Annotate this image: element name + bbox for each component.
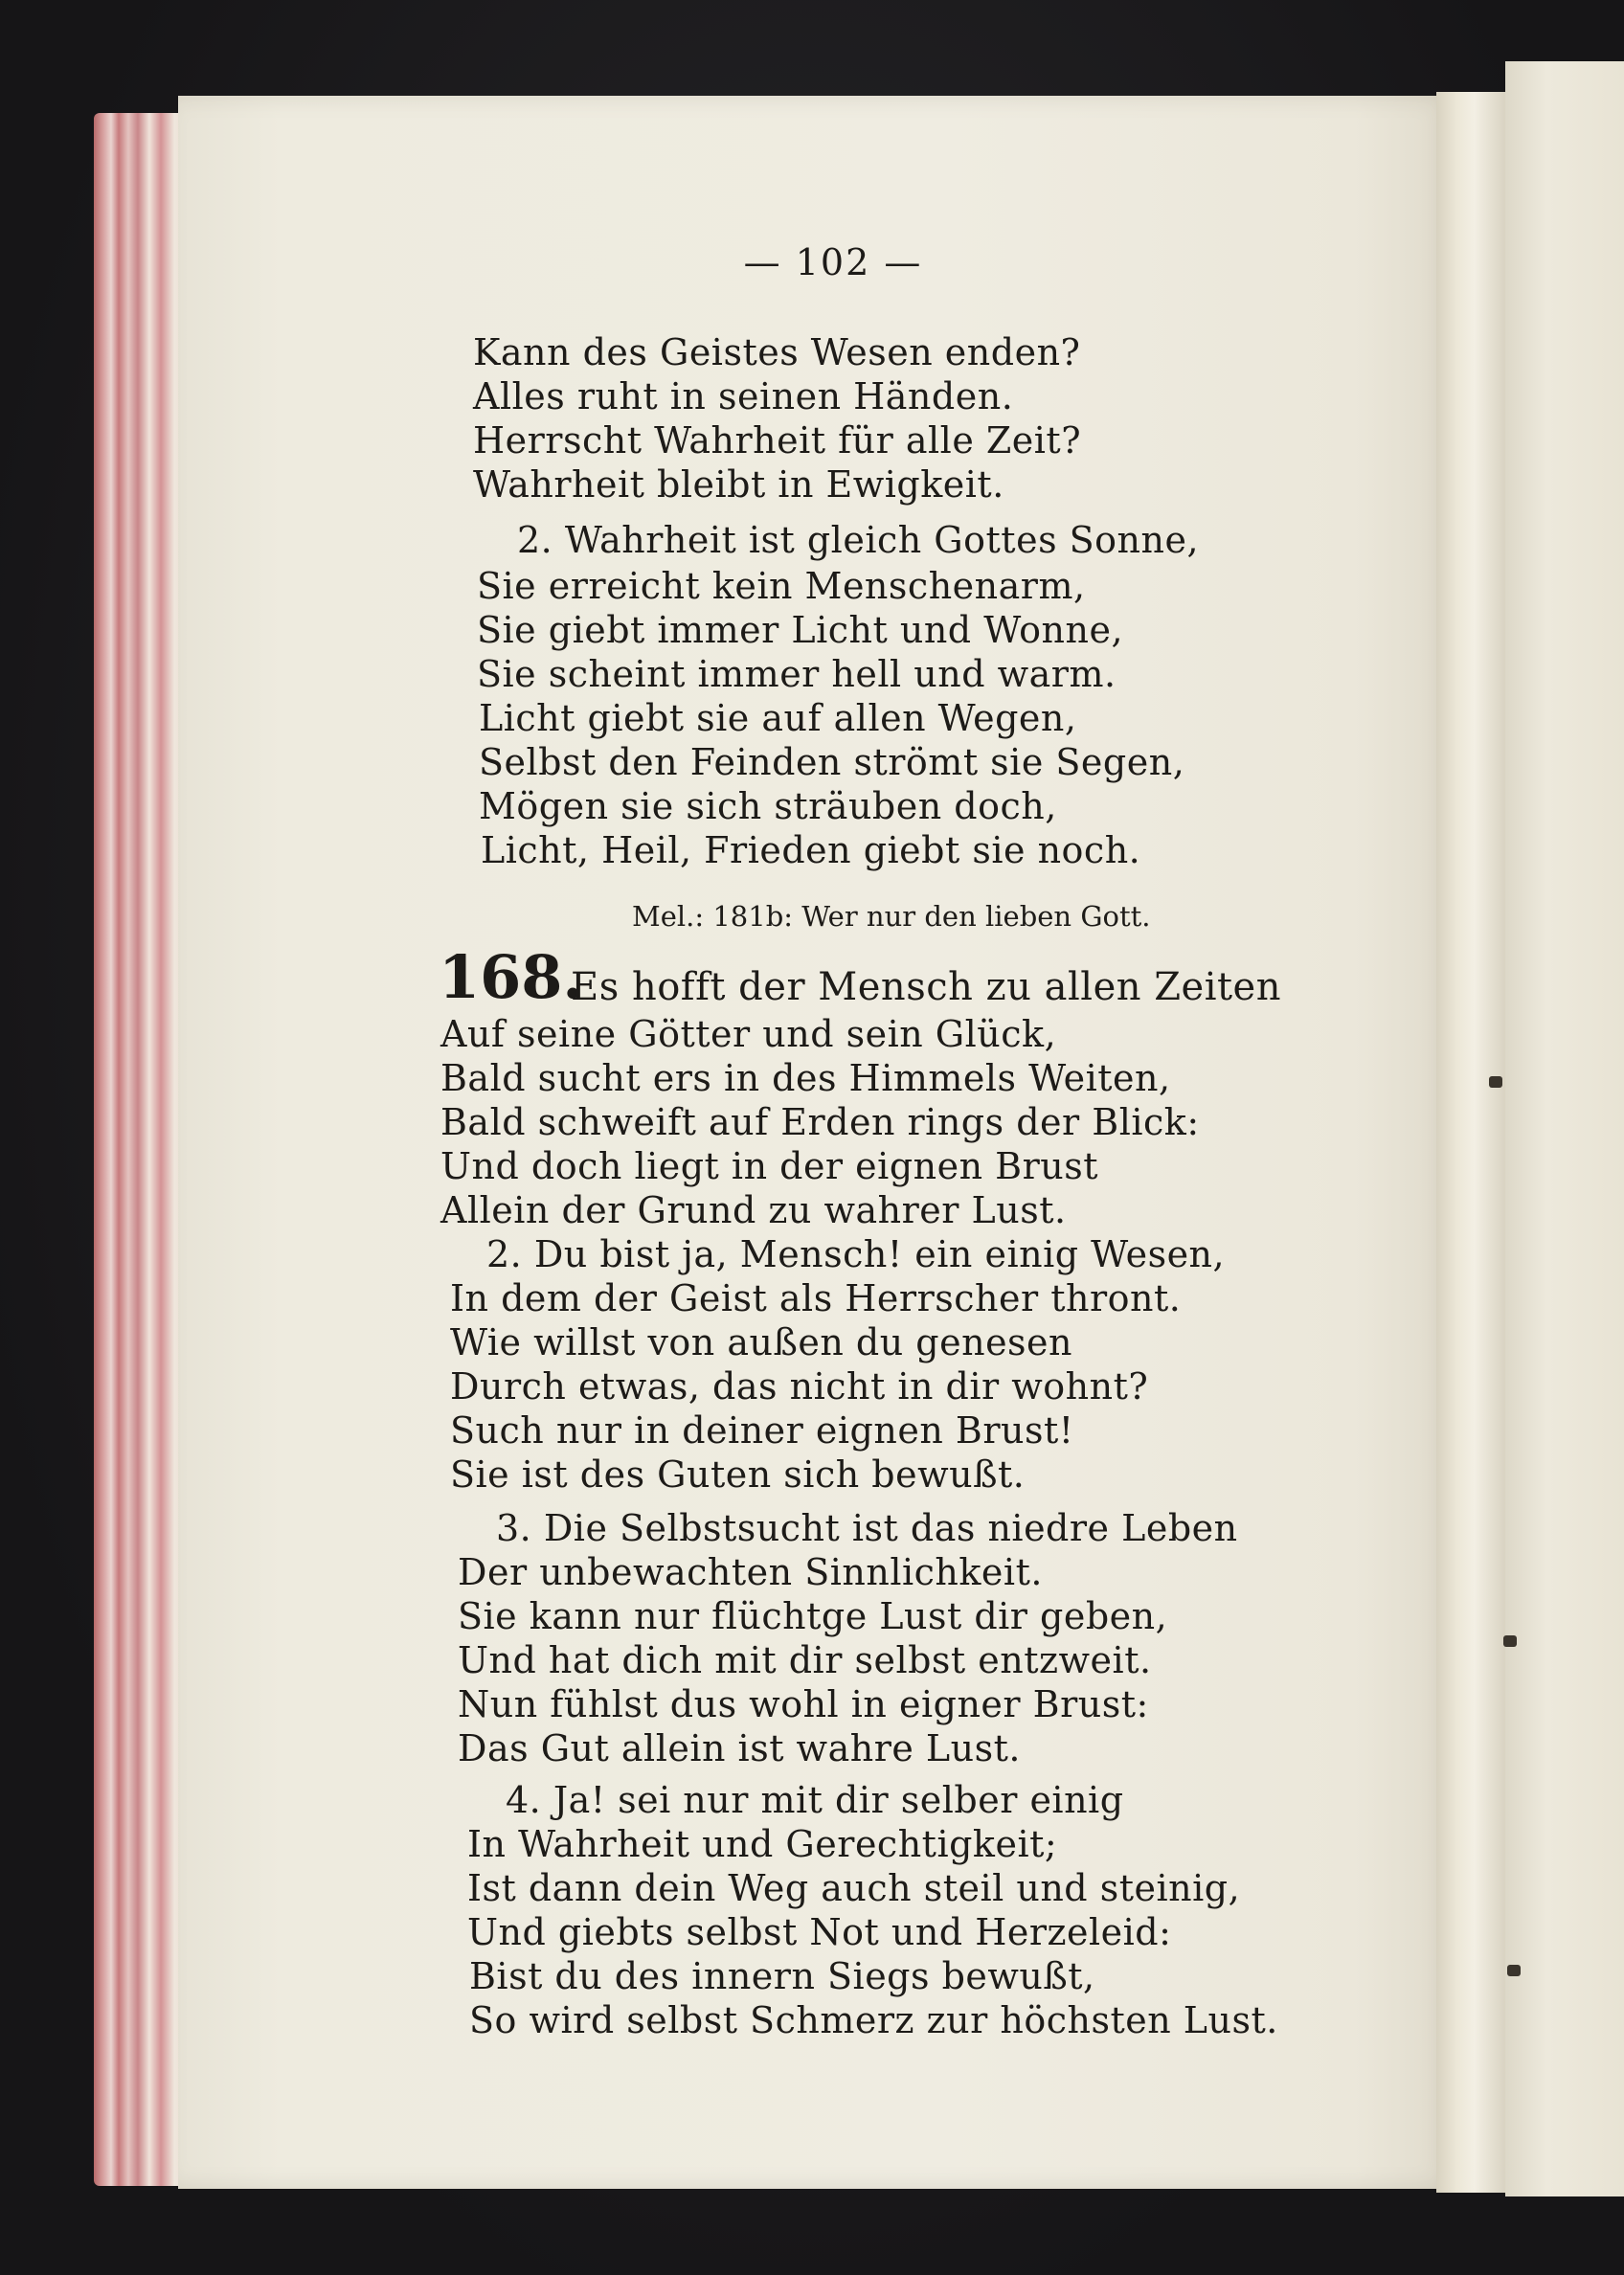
verse-line: Allein der Grund zu wahrer Lust. [440, 1189, 1067, 1231]
verse-line: Bald schweift auf Erden rings der Blick: [440, 1101, 1200, 1143]
verse-line: 2. Wahrheit ist gleich Gottes Sonne, [517, 519, 1200, 561]
verse-line: Und giebts selbst Not und Herzeleid: [467, 1911, 1172, 1953]
verse-line: Sie giebt immer Licht und Wonne, [477, 609, 1124, 651]
verse-line: Sie ist des Guten sich bewußt. [450, 1453, 1026, 1496]
verse-line: Sie kann nur flüchtge Lust dir geben, [458, 1595, 1168, 1637]
verse-line: In Wahrheit und Gerechtigkeit; [467, 1823, 1058, 1865]
verse-line: Licht, Heil, Frieden giebt sie noch. [481, 829, 1141, 871]
verse-line: Ist dann dein Weg auch steil und steinig, [467, 1867, 1241, 1909]
verse-line: Wahrheit bleibt in Ewigkeit. [473, 463, 1004, 506]
hymn-number: 168. [439, 942, 584, 1012]
verse-line: Bald sucht ers in des Himmels Weiten, [440, 1057, 1171, 1099]
verse-line: Sie erreicht kein Menschenarm, [477, 565, 1086, 607]
verse-line: 3. Die Selbstsucht ist das niedre Leben [496, 1507, 1238, 1549]
verse-line: Such nur in deiner eignen Brust! [450, 1409, 1074, 1452]
verse-line: Kann des Geistes Wesen enden? [473, 331, 1081, 373]
verse-line: Wie willst von außen du genesen [450, 1321, 1073, 1363]
verse-line: Nun fühlst dus wohl in eigner Brust: [458, 1683, 1149, 1725]
verse-line: Das Gut allein ist wahre Lust. [458, 1727, 1021, 1769]
verse-line: Bist du des innern Siegs bewußt, [469, 1955, 1095, 1997]
verse-line: Es hofft der Mensch zu allen Zeiten [571, 965, 1281, 1009]
verse-line: Licht giebt sie auf allen Wegen, [479, 697, 1077, 739]
verse-line: Und hat dich mit dir selbst entzweit. [458, 1639, 1152, 1681]
verse-line: 2. Du bist ja, Mensch! ein einig Wesen, [486, 1233, 1226, 1275]
verse-line: 4. Ja! sei nur mit dir selber einig [506, 1779, 1124, 1821]
verse-line: Der unbewachten Sinnlichkeit. [458, 1551, 1043, 1593]
verse-line: Auf seine Götter und sein Glück, [440, 1013, 1057, 1055]
verse-line: Sie scheint immer hell und warm. [477, 653, 1116, 695]
verse-line: Selbst den Feinden strömt sie Segen, [479, 741, 1185, 783]
melody-reference: Mel.: 181b: Wer nur den lieben Gott. [632, 900, 1151, 933]
verse-line: In dem der Geist als Herrscher thront. [450, 1277, 1182, 1319]
verse-line: Durch etwas, das nicht in dir wohnt? [450, 1365, 1149, 1408]
verse-line: So wird selbst Schmerz zur höchsten Lust. [469, 1999, 1278, 2041]
verse-line: Alles ruht in seinen Händen. [473, 375, 1014, 417]
verse-line: Mögen sie sich sträuben doch, [479, 785, 1057, 827]
page-number: — 102 — [743, 241, 923, 283]
verse-line: Und doch liegt in der eignen Brust [440, 1145, 1098, 1187]
verse-line: Herrscht Wahrheit für alle Zeit? [473, 419, 1082, 462]
